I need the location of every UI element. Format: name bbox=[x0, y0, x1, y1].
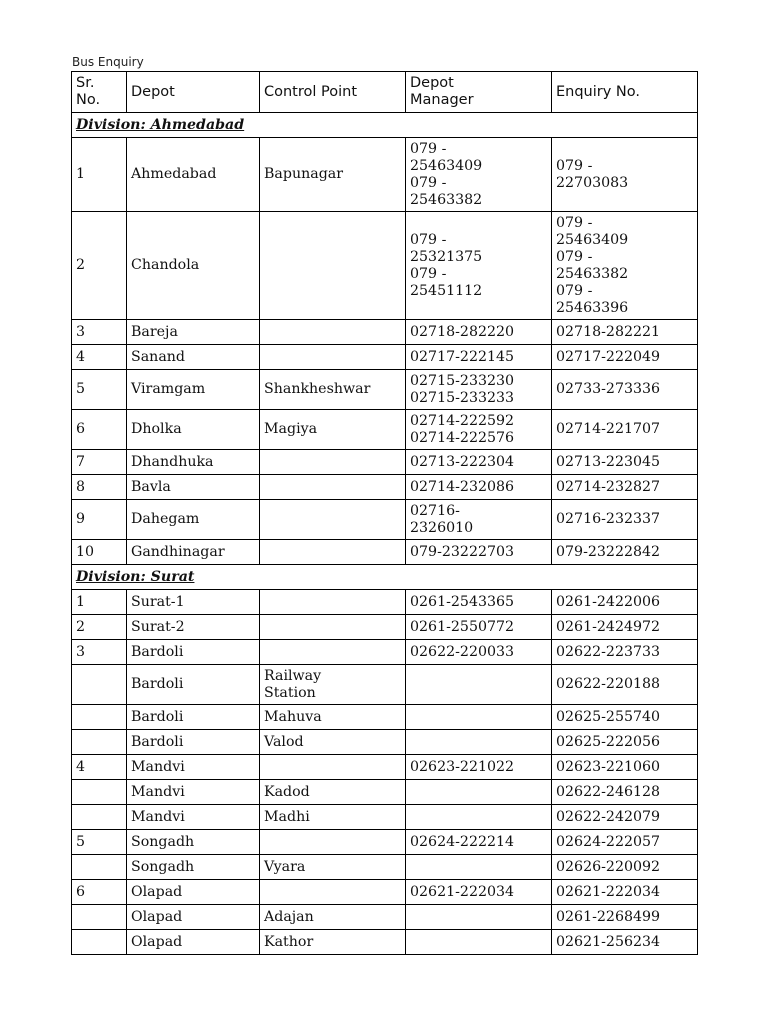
enquiry-no-cell-line: 02622-223733 bbox=[556, 643, 661, 660]
control-point-cell bbox=[260, 320, 406, 345]
enquiry-no-cell bbox=[552, 855, 698, 880]
column-header-line: Control Point bbox=[264, 83, 358, 100]
table-row bbox=[72, 450, 698, 475]
division-label bbox=[72, 565, 698, 590]
column-header-line: Manager bbox=[410, 92, 474, 108]
depot-manager-cell bbox=[406, 730, 552, 755]
table-row bbox=[72, 475, 698, 500]
depot-manager-cell bbox=[406, 665, 552, 705]
depot-cell-line: Songadh bbox=[131, 858, 195, 875]
control-point-cell bbox=[260, 450, 406, 475]
depot-cell bbox=[127, 665, 260, 705]
sr-no-cell-line: 4 bbox=[76, 758, 86, 775]
table-row bbox=[72, 410, 698, 450]
depot-cell bbox=[127, 755, 260, 780]
enquiry-no-cell bbox=[552, 138, 698, 212]
control-point-cell-line: Madhi bbox=[264, 808, 310, 825]
control-point-cell bbox=[260, 475, 406, 500]
enquiry-no-cell bbox=[552, 755, 698, 780]
enquiry-no-cell-line: 02717-222049 bbox=[556, 348, 661, 365]
table-row bbox=[72, 755, 698, 780]
depot-cell-line: Dholka bbox=[131, 421, 182, 437]
sr-no-cell-line: 5 bbox=[76, 381, 86, 397]
depot-manager-cell bbox=[406, 780, 552, 805]
depot-cell-line: Surat-2 bbox=[131, 618, 185, 635]
enquiry-no-cell-line: 02626-220092 bbox=[556, 858, 661, 875]
depot-manager-cell-line: 079 - bbox=[410, 174, 447, 191]
enquiry-no-cell-line: 0261-2268499 bbox=[556, 908, 661, 925]
depot-cell bbox=[127, 730, 260, 755]
column-header-line: Enquiry No. bbox=[556, 83, 640, 100]
enquiry-no-cell-line: 079 - bbox=[556, 157, 593, 174]
depot-cell-line: Olapad bbox=[131, 933, 183, 950]
depot-manager-cell-line: 02622-220033 bbox=[410, 643, 515, 660]
control-point-cell bbox=[260, 665, 406, 705]
depot-manager-cell bbox=[406, 615, 552, 640]
depot-cell bbox=[127, 410, 260, 450]
enquiry-no-cell-line: 02623-221060 bbox=[556, 758, 661, 775]
header-row bbox=[72, 72, 698, 113]
control-point-cell bbox=[260, 212, 406, 320]
control-point-cell bbox=[260, 615, 406, 640]
depot-cell bbox=[127, 640, 260, 665]
depot-cell bbox=[127, 138, 260, 212]
column-header-line: No. bbox=[76, 92, 101, 108]
depot-cell bbox=[127, 590, 260, 615]
enquiry-no-cell-line: 02624-222057 bbox=[556, 833, 661, 850]
sr-no-cell bbox=[72, 540, 127, 565]
table-row bbox=[72, 345, 698, 370]
sr-no-cell-line: 1 bbox=[76, 166, 86, 182]
depot-manager-cell-line: 079-23222703 bbox=[410, 543, 515, 560]
table-row bbox=[72, 590, 698, 615]
sr-no-cell bbox=[72, 370, 127, 410]
enquiry-no-cell bbox=[552, 450, 698, 475]
page-title: Bus Enquiry bbox=[72, 55, 144, 69]
table-row bbox=[72, 780, 698, 805]
enquiry-no-cell bbox=[552, 500, 698, 540]
control-point-cell bbox=[260, 410, 406, 450]
depot-cell-line: Viramgam bbox=[131, 381, 206, 397]
column-header bbox=[552, 72, 698, 113]
control-point-cell bbox=[260, 830, 406, 855]
bus-enquiry-table bbox=[71, 71, 698, 955]
depot-manager-cell-line: 079 - bbox=[410, 265, 447, 282]
control-point-cell bbox=[260, 590, 406, 615]
enquiry-no-cell bbox=[552, 730, 698, 755]
enquiry-no-cell bbox=[552, 370, 698, 410]
enquiry-no-cell-line: 02733-273336 bbox=[556, 381, 661, 397]
depot-cell-line: Bardoli bbox=[131, 643, 184, 660]
enquiry-no-cell-line: 02718-282221 bbox=[556, 323, 661, 340]
depot-manager-cell-line: 079 - bbox=[410, 231, 447, 248]
control-point-cell-line: Kathor bbox=[264, 933, 314, 950]
control-point-cell bbox=[260, 905, 406, 930]
table-row bbox=[72, 705, 698, 730]
control-point-cell bbox=[260, 930, 406, 955]
table-row bbox=[72, 855, 698, 880]
sr-no-cell bbox=[72, 138, 127, 212]
enquiry-no-cell-line: 079 - bbox=[556, 282, 593, 299]
sr-no-cell bbox=[72, 345, 127, 370]
depot-manager-cell-line: 25463409 bbox=[410, 157, 483, 174]
enquiry-no-cell-line: 02714-221707 bbox=[556, 421, 661, 437]
control-point-cell bbox=[260, 805, 406, 830]
control-point-cell bbox=[260, 138, 406, 212]
depot-cell-line: Mandvi bbox=[131, 783, 185, 800]
control-point-cell-line: Station bbox=[264, 684, 316, 701]
enquiry-no-cell-line: 02622-220188 bbox=[556, 676, 661, 692]
table-row bbox=[72, 805, 698, 830]
enquiry-no-cell bbox=[552, 320, 698, 345]
sr-no-cell bbox=[72, 880, 127, 905]
depot-manager-cell bbox=[406, 500, 552, 540]
enquiry-no-cell bbox=[552, 930, 698, 955]
depot-cell bbox=[127, 830, 260, 855]
enquiry-no-cell-line: 25463409 bbox=[556, 231, 629, 248]
depot-manager-cell-line: 0261-2550772 bbox=[410, 618, 515, 635]
table-row bbox=[72, 930, 698, 955]
sr-no-cell bbox=[72, 665, 127, 705]
depot-manager-cell-line: 02714-222592 bbox=[410, 412, 515, 429]
depot-manager-cell bbox=[406, 320, 552, 345]
sr-no-cell bbox=[72, 450, 127, 475]
depot-manager-cell bbox=[406, 880, 552, 905]
depot-manager-cell-line: 02621-222034 bbox=[410, 883, 515, 900]
division-row bbox=[72, 565, 698, 590]
sr-no-cell-line: 8 bbox=[76, 478, 86, 495]
control-point-cell bbox=[260, 370, 406, 410]
enquiry-no-cell-line: 02625-255740 bbox=[556, 708, 661, 725]
sr-no-cell bbox=[72, 640, 127, 665]
control-point-cell bbox=[260, 855, 406, 880]
control-point-cell-line: Bapunagar bbox=[264, 166, 344, 182]
depot-cell bbox=[127, 615, 260, 640]
control-point-cell bbox=[260, 755, 406, 780]
depot-manager-cell bbox=[406, 590, 552, 615]
enquiry-no-cell-line: 02621-222034 bbox=[556, 883, 661, 900]
depot-manager-cell-line: 25451112 bbox=[410, 282, 483, 299]
table-row bbox=[72, 665, 698, 705]
control-point-cell bbox=[260, 540, 406, 565]
enquiry-no-cell-line: 02714-232827 bbox=[556, 478, 661, 495]
depot-manager-cell-line: 2326010 bbox=[410, 519, 474, 536]
table-row bbox=[72, 320, 698, 345]
enquiry-no-cell-line: 22703083 bbox=[556, 174, 629, 191]
column-header bbox=[72, 72, 127, 113]
enquiry-no-cell-line: 02716-232337 bbox=[556, 511, 661, 527]
division-label-line: Division: Ahmedabad bbox=[76, 116, 245, 133]
enquiry-no-cell bbox=[552, 540, 698, 565]
sr-no-cell bbox=[72, 905, 127, 930]
depot-cell-line: Chandola bbox=[131, 257, 200, 273]
sr-no-cell bbox=[72, 410, 127, 450]
table-row bbox=[72, 138, 698, 212]
enquiry-no-cell bbox=[552, 410, 698, 450]
enquiry-no-cell-line: 0261-2424972 bbox=[556, 618, 661, 635]
enquiry-no-cell-line: 25463382 bbox=[556, 265, 629, 282]
control-point-cell bbox=[260, 345, 406, 370]
enquiry-no-cell-line: 0261-2422006 bbox=[556, 593, 661, 610]
depot-manager-cell bbox=[406, 830, 552, 855]
depot-cell-line: Gandhinagar bbox=[131, 543, 225, 560]
enquiry-no-cell-line: 02622-242079 bbox=[556, 808, 661, 825]
control-point-cell-line: Vyara bbox=[264, 858, 306, 875]
depot-manager-cell-line: 25321375 bbox=[410, 248, 483, 265]
depot-manager-cell-line: 02623-221022 bbox=[410, 758, 515, 775]
sr-no-cell bbox=[72, 930, 127, 955]
depot-cell bbox=[127, 930, 260, 955]
depot-cell bbox=[127, 705, 260, 730]
table-row bbox=[72, 905, 698, 930]
control-point-cell bbox=[260, 500, 406, 540]
sr-no-cell bbox=[72, 705, 127, 730]
depot-cell bbox=[127, 500, 260, 540]
enquiry-no-cell bbox=[552, 640, 698, 665]
table-row bbox=[72, 830, 698, 855]
sr-no-cell-line: 5 bbox=[76, 833, 86, 850]
depot-manager-cell-line: 02715-233230 bbox=[410, 372, 515, 389]
sr-no-cell bbox=[72, 780, 127, 805]
depot-manager-cell-line: 02718-282220 bbox=[410, 323, 515, 340]
table-row bbox=[72, 880, 698, 905]
depot-manager-cell bbox=[406, 345, 552, 370]
enquiry-no-cell-line: 079-23222842 bbox=[556, 543, 661, 560]
column-header-line: Depot bbox=[131, 83, 175, 100]
division-row bbox=[72, 113, 698, 138]
depot-manager-cell bbox=[406, 705, 552, 730]
enquiry-no-cell-line: 02713-223045 bbox=[556, 453, 661, 470]
depot-manager-cell bbox=[406, 370, 552, 410]
depot-manager-cell bbox=[406, 805, 552, 830]
depot-cell-line: Mandvi bbox=[131, 808, 185, 825]
depot-cell bbox=[127, 905, 260, 930]
sr-no-cell-line: 1 bbox=[76, 593, 86, 610]
table-row bbox=[72, 540, 698, 565]
sr-no-cell bbox=[72, 590, 127, 615]
depot-cell-line: Surat-1 bbox=[131, 593, 185, 610]
sr-no-cell-line: 4 bbox=[76, 348, 86, 365]
sr-no-cell-line: 6 bbox=[76, 883, 86, 900]
depot-cell bbox=[127, 345, 260, 370]
column-header bbox=[127, 72, 260, 113]
depot-cell bbox=[127, 880, 260, 905]
depot-cell-line: Dahegam bbox=[131, 511, 200, 527]
enquiry-no-cell bbox=[552, 780, 698, 805]
division-label-line: Division: Surat bbox=[76, 568, 195, 585]
depot-cell bbox=[127, 320, 260, 345]
enquiry-no-cell bbox=[552, 590, 698, 615]
depot-cell-line: Bareja bbox=[131, 323, 178, 340]
depot-manager-cell-line: 02624-222214 bbox=[410, 833, 515, 850]
sr-no-cell-line: 10 bbox=[76, 543, 95, 560]
depot-cell-line: Songadh bbox=[131, 833, 195, 850]
depot-cell bbox=[127, 855, 260, 880]
depot-cell-line: Bardoli bbox=[131, 733, 184, 750]
sr-no-cell bbox=[72, 805, 127, 830]
depot-manager-cell bbox=[406, 755, 552, 780]
table-row bbox=[72, 500, 698, 540]
depot-cell bbox=[127, 540, 260, 565]
depot-cell bbox=[127, 805, 260, 830]
depot-manager-cell-line: 02713-222304 bbox=[410, 453, 515, 470]
depot-cell bbox=[127, 450, 260, 475]
enquiry-no-cell-line: 079 - bbox=[556, 214, 593, 231]
depot-manager-cell-line: 0261-2543365 bbox=[410, 593, 515, 610]
enquiry-no-cell bbox=[552, 805, 698, 830]
table-row bbox=[72, 370, 698, 410]
table-row bbox=[72, 730, 698, 755]
control-point-cell bbox=[260, 880, 406, 905]
enquiry-no-cell-line: 02621-256234 bbox=[556, 933, 661, 950]
column-header bbox=[406, 72, 552, 113]
sr-no-cell bbox=[72, 500, 127, 540]
column-header-line: Depot bbox=[410, 75, 454, 91]
depot-cell-line: Olapad bbox=[131, 908, 183, 925]
depot-cell-line: Ahmedabad bbox=[131, 166, 217, 182]
control-point-cell bbox=[260, 730, 406, 755]
enquiry-no-cell-line: 02625-222056 bbox=[556, 733, 661, 750]
sr-no-cell bbox=[72, 615, 127, 640]
depot-cell bbox=[127, 212, 260, 320]
table-row bbox=[72, 615, 698, 640]
depot-cell bbox=[127, 370, 260, 410]
control-point-cell-line: Mahuva bbox=[264, 708, 322, 725]
sr-no-cell-line: 3 bbox=[76, 643, 86, 660]
enquiry-no-cell bbox=[552, 345, 698, 370]
table-row bbox=[72, 212, 698, 320]
depot-cell-line: Olapad bbox=[131, 883, 183, 900]
depot-manager-cell-line: 02716- bbox=[410, 502, 460, 519]
depot-manager-cell-line: 02717-222145 bbox=[410, 348, 515, 365]
control-point-cell-line: Valod bbox=[264, 733, 304, 750]
depot-manager-cell bbox=[406, 410, 552, 450]
control-point-cell-line: Magiya bbox=[264, 421, 318, 437]
depot-manager-cell-line: 02715-233233 bbox=[410, 389, 515, 406]
depot-cell bbox=[127, 475, 260, 500]
depot-manager-cell bbox=[406, 855, 552, 880]
depot-cell-line: Bavla bbox=[131, 478, 171, 495]
depot-manager-cell bbox=[406, 212, 552, 320]
depot-manager-cell bbox=[406, 905, 552, 930]
control-point-cell-line: Railway bbox=[264, 667, 322, 684]
sr-no-cell bbox=[72, 830, 127, 855]
depot-cell-line: Bardoli bbox=[131, 676, 184, 692]
enquiry-no-cell bbox=[552, 665, 698, 705]
depot-cell-line: Dhandhuka bbox=[131, 453, 214, 470]
enquiry-no-cell bbox=[552, 705, 698, 730]
control-point-cell-line: Kadod bbox=[264, 783, 310, 800]
sr-no-cell-line: 7 bbox=[76, 453, 86, 470]
depot-manager-cell-line: 079 - bbox=[410, 140, 447, 157]
depot-manager-cell bbox=[406, 475, 552, 500]
depot-manager-cell-line: 25463382 bbox=[410, 191, 483, 208]
depot-manager-cell-line: 02714-232086 bbox=[410, 478, 515, 495]
enquiry-no-cell bbox=[552, 830, 698, 855]
control-point-cell bbox=[260, 780, 406, 805]
enquiry-no-cell-line: 25463396 bbox=[556, 299, 629, 316]
depot-manager-cell bbox=[406, 640, 552, 665]
control-point-cell bbox=[260, 705, 406, 730]
sr-no-cell bbox=[72, 320, 127, 345]
sr-no-cell-line: 9 bbox=[76, 511, 86, 527]
depot-cell-line: Bardoli bbox=[131, 708, 184, 725]
column-header-line: Sr. bbox=[76, 75, 95, 91]
sr-no-cell bbox=[72, 755, 127, 780]
enquiry-no-cell bbox=[552, 475, 698, 500]
enquiry-no-cell bbox=[552, 212, 698, 320]
control-point-cell bbox=[260, 640, 406, 665]
table-body bbox=[72, 72, 698, 955]
enquiry-no-cell bbox=[552, 905, 698, 930]
depot-cell-line: Mandvi bbox=[131, 758, 185, 775]
enquiry-no-cell-line: 079 - bbox=[556, 248, 593, 265]
enquiry-no-cell bbox=[552, 615, 698, 640]
depot-manager-cell bbox=[406, 930, 552, 955]
depot-manager-cell bbox=[406, 540, 552, 565]
table-row bbox=[72, 640, 698, 665]
depot-manager-cell-line: 02714-222576 bbox=[410, 429, 515, 446]
sr-no-cell-line: 2 bbox=[76, 618, 86, 635]
depot-cell bbox=[127, 780, 260, 805]
depot-cell-line: Sanand bbox=[131, 348, 185, 365]
control-point-cell-line: Adajan bbox=[264, 908, 314, 925]
sr-no-cell-line: 2 bbox=[76, 257, 86, 273]
sr-no-cell-line: 3 bbox=[76, 323, 86, 340]
division-label bbox=[72, 113, 698, 138]
sr-no-cell bbox=[72, 475, 127, 500]
sr-no-cell bbox=[72, 855, 127, 880]
sr-no-cell-line: 6 bbox=[76, 421, 86, 437]
sr-no-cell bbox=[72, 730, 127, 755]
enquiry-no-cell bbox=[552, 880, 698, 905]
column-header bbox=[260, 72, 406, 113]
enquiry-no-cell-line: 02622-246128 bbox=[556, 783, 661, 800]
depot-manager-cell bbox=[406, 138, 552, 212]
sr-no-cell bbox=[72, 212, 127, 320]
depot-manager-cell bbox=[406, 450, 552, 475]
control-point-cell-line: Shankheshwar bbox=[264, 381, 371, 397]
